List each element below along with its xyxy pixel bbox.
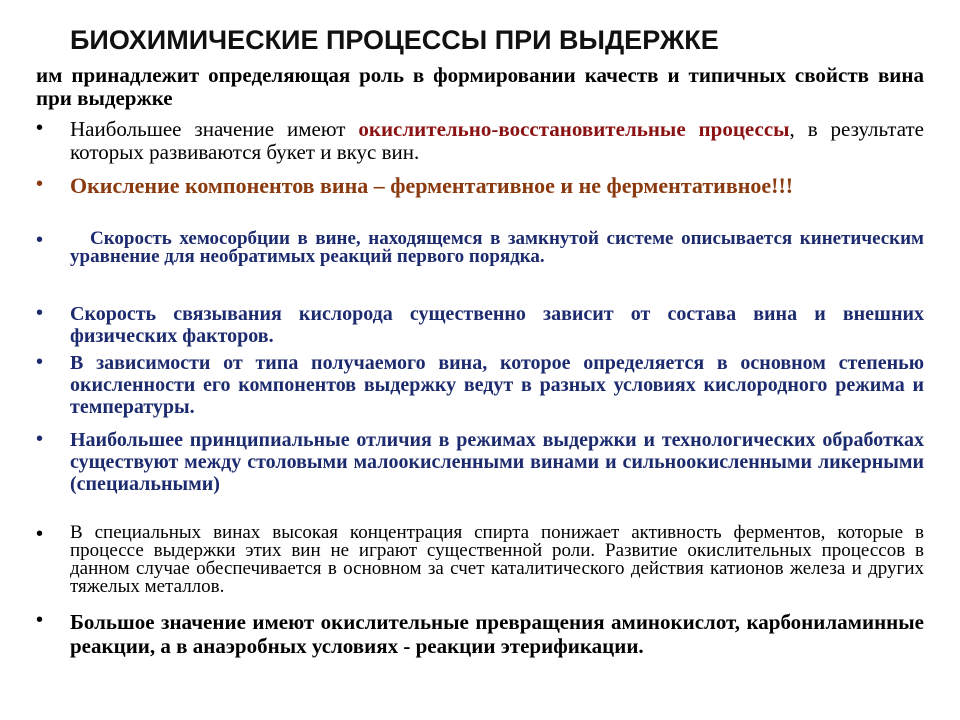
bullet-8-text: Большое значение имеют окислительные превращения аминокислот, карбониламинные реакции, а в анаэробных условиях - реакции этерификации. — [70, 610, 924, 658]
bullet-item-8 — [36, 610, 924, 658]
bullet-2-text: Окисление компонентов вина – ферментативное и не ферментативное!!! — [70, 173, 794, 198]
bullet-item-2 — [36, 174, 924, 198]
bullet-6-text: Наибольшее принципиальные отличия в режимах выдержки и технологических обработках существуют между столовыми малоокисленными винами и сильноокисленными ликерными (специальными) — [70, 429, 924, 495]
bullet-item-3 — [36, 230, 924, 266]
bullet-7-text: В специальных винах высокая концентрация спирта понижает активность ферментов, которые в процессе выдержки этих вин не играют существенной роли. Развитие окислительных процессов в данном случае обеспечивается в основном за счет каталитического действия катионов железа и других тяжелых металлов. — [70, 522, 924, 597]
intro-text: им принадлежит определяющая роль в формировании качеств и типичных свойств вина при выдержке — [36, 63, 924, 110]
bullet-marker: • — [36, 609, 44, 631]
bullet-marker: • — [36, 351, 44, 373]
bullet-1-highlight: окислительно-восстановительные процессы — [358, 117, 790, 141]
bullet-marker: • — [36, 428, 44, 450]
bullet-item-6 — [36, 429, 924, 495]
bullet-marker: • — [36, 302, 44, 324]
bullet-marker: • — [36, 117, 44, 139]
bullet-item-1 — [36, 118, 924, 164]
bullet-1-lead: Наибольшее значение имеют — [70, 117, 359, 141]
bullet-item-4 — [36, 303, 924, 347]
bullet-4-text: Скорость связывания кислорода существенно зависит от состава вина и внешних физических факторов. — [70, 303, 924, 347]
bullet-3-text: Скорость хемосорбции в вине, находящемся в замкнутой системе описывается кинетическим уравнение для необратимых реакций первого порядка. — [70, 228, 924, 267]
slide-title: БИОХИМИЧЕСКИЕ ПРОЦЕССЫ ПРИ ВЫДЕРЖКЕ — [70, 25, 719, 55]
bullet-marker: • — [36, 173, 44, 195]
bullet-marker: • — [36, 229, 44, 251]
bullet-marker: • — [36, 523, 44, 545]
bullet-item-5 — [36, 352, 924, 418]
bullet-1-tail: , в результате которых развиваются букет и вкус вин. — [70, 117, 924, 164]
bullet-item-7 — [36, 524, 924, 596]
bullet-5-text: В зависимости от типа получаемого вина, которое определяется в основном степенью окисленности его компонентов выдержку ведут в разных условиях кислородного режима и температуры. — [70, 352, 924, 418]
